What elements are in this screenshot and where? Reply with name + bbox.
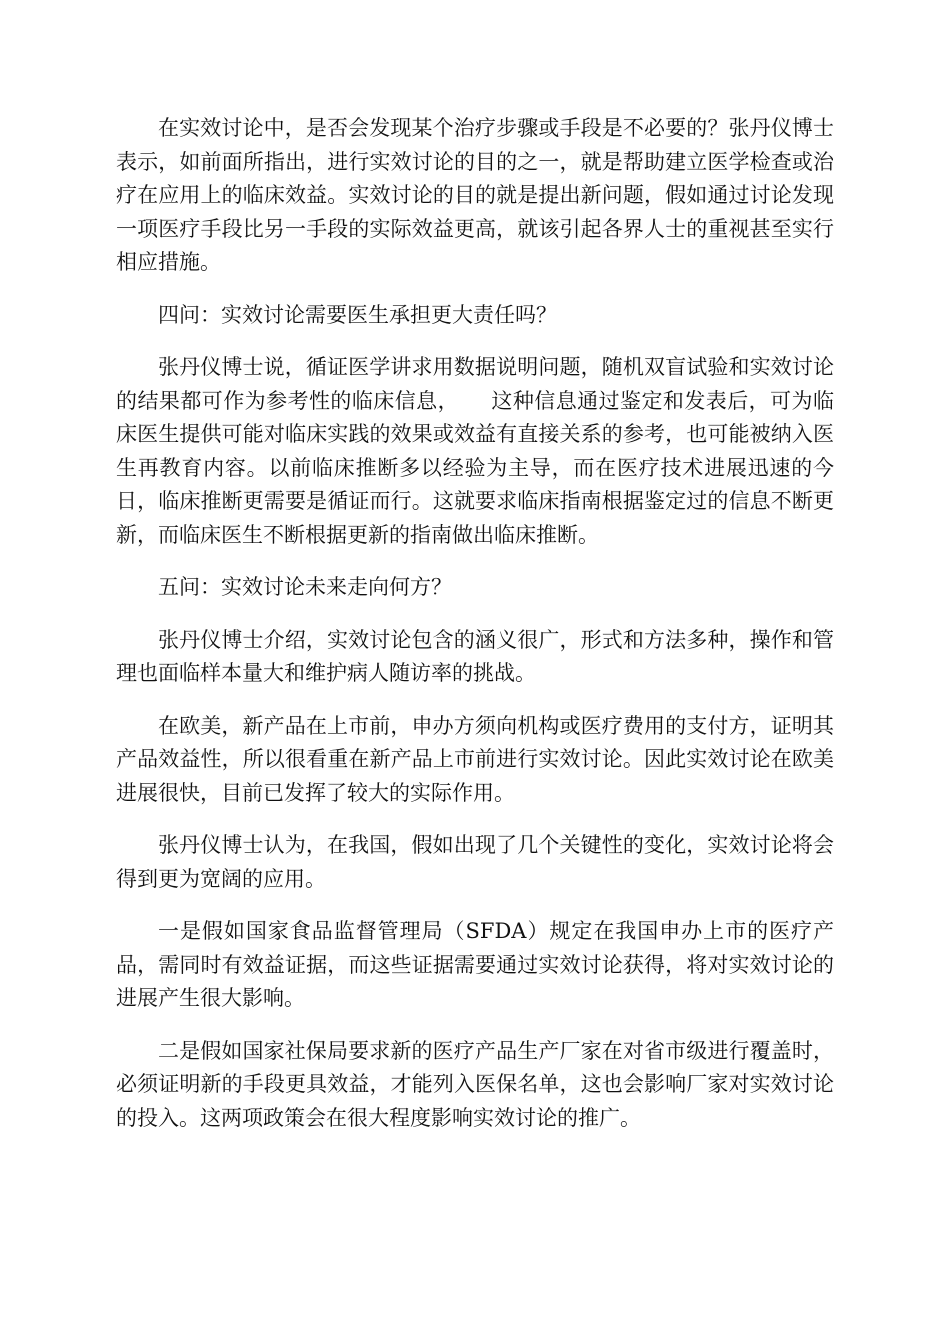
paragraph-3: 张丹仪博士介绍，实效讨论包含的涵义很广，形式和方法多种，操作和管理也面临样本量大和维护病人随访率的挑战。 xyxy=(116,627,834,685)
document-body xyxy=(116,112,834,1135)
section-heading-question-4: 四问：实效讨论需要医生承担更大责任吗？ xyxy=(158,302,557,327)
paragraph-2: 张丹仪博士说，循证医学讲求用数据说明问题，随机双盲试验和实效讨论的结果都可作为参考性的临床信息， 这种信息通过鉴定和发表后，可为临床医生提供可能对临床实践的效果或效益有直接关系的参考，也可能被纳入医生再教育内容。以前临床推断多以经验为主导，而在医疗技术进展迅速的今日，临床推断更需要是循证而行。这就要求临床指南根据鉴定过的信息不断更新，而临床医生不断根据更新的指南做出临床推断。 xyxy=(116,355,834,547)
paragraph-7: 二是假如国家社保局要求新的医疗产品生产厂家在对省市级进行覆盖时，必须证明新的手段更具效益，才能列入医保名单，这也会影响厂家对实效讨论的投入。这两项政策会在很大程度影响实效讨论的推广。 xyxy=(116,1038,834,1130)
paragraph-1: 在实效讨论中，是否会发现某个治疗步骤或手段是不必要的？张丹仪博士表示，如前面所指出，进行实效讨论的目的之一，就是帮助建立医学检查或治疗在应用上的临床效益。实效讨论的目的就是提出新问题，假如通过讨论发现一项医疗手段比另一手段的实际效益更高，就该引起各界人士的重视甚至实行相应措施。 xyxy=(116,116,834,274)
paragraph-6: 一是假如国家食品监督管理局（SFDA）规定在我国申办上市的医疗产品，需同时有效益证据，而这些证据需要通过实效讨论获得，将对实效讨论的进展产生很大影响。 xyxy=(116,919,834,1010)
paragraph-5: 张丹仪博士认为，在我国，假如出现了几个关键性的变化，实效讨论将会得到更为宽阔的应用。 xyxy=(116,833,834,891)
section-heading-question-5: 五问：实效讨论未来走向何方？ xyxy=(158,575,452,599)
paragraph-4: 在欧美，新产品在上市前，申办方须向机构或医疗费用的支付方，证明其产品效益性，所以很看重在新产品上市前进行实效讨论。因此实效讨论在欧美进展很快，目前已发挥了较大的实际作用。 xyxy=(116,713,834,805)
